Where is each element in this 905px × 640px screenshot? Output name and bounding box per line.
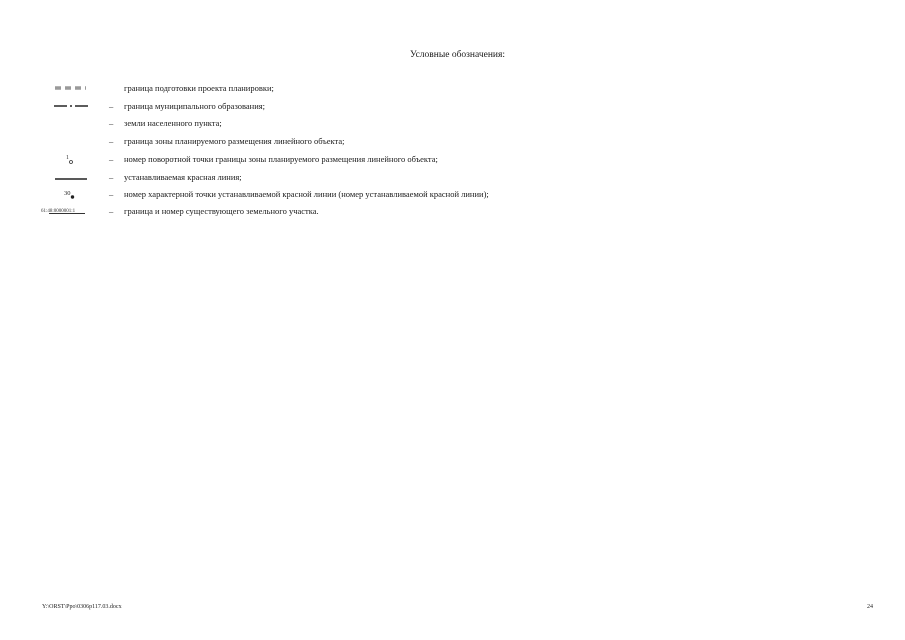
legend-item-planning-boundary [0,82,700,94]
legend-text: номер поворотной точки границы зоны планируемого размещения линейного объекта; [124,154,438,164]
land-parcel-icon [41,205,93,217]
legend-item-municipal-boundary [0,100,700,112]
legend-title: Условные обозначения: [409,50,505,60]
legend-text: земли населенного пункта; [124,118,222,128]
legend-dash: – [109,172,114,182]
gray-dashed-line-icon [50,82,92,94]
legend-dash: – [109,189,114,199]
legend-dash: – [109,118,114,128]
legend-text: граница зоны планируемого размещения линейного объекта; [124,136,345,146]
turning-point-icon [50,153,92,165]
legend-item-red-line-point [0,188,700,200]
legend-item-zone-boundary [0,135,700,147]
legend-dash: – [109,136,114,146]
legend-text: граница подготовки проекта планировки; [124,83,274,93]
red-line-point-icon [50,188,92,200]
red-line-icon [50,171,92,183]
turning-point-label: 1 [66,155,69,161]
legend-item-land-parcel [0,205,700,217]
legend-item-turning-point [0,153,700,165]
legend-text: номер характерной точки устанавливаемой красной линии (номер устанавливаемой красной линии); [124,189,489,199]
legend-item-red-line [0,171,700,183]
legend-dash: – [109,206,114,216]
legend-item-settlement-lands [0,117,700,129]
legend-text: граница муниципального образования; [124,101,266,111]
footer-file-path: Y:\ORST\Ppo\0306p117.03.docx [42,604,122,610]
dash-dot-line-icon [50,100,92,112]
legend-dash: – [109,154,114,164]
legend-dash: – [109,101,114,111]
land-parcel-label: 61:48:0000001:1 [41,209,76,214]
footer-page-number: 24 [867,604,873,610]
legend-text: граница и номер существующего земельного участка. [124,206,319,216]
red-line-point-label: 30 [64,190,71,197]
legend-text: устанавливаемая красная линия; [124,172,242,182]
